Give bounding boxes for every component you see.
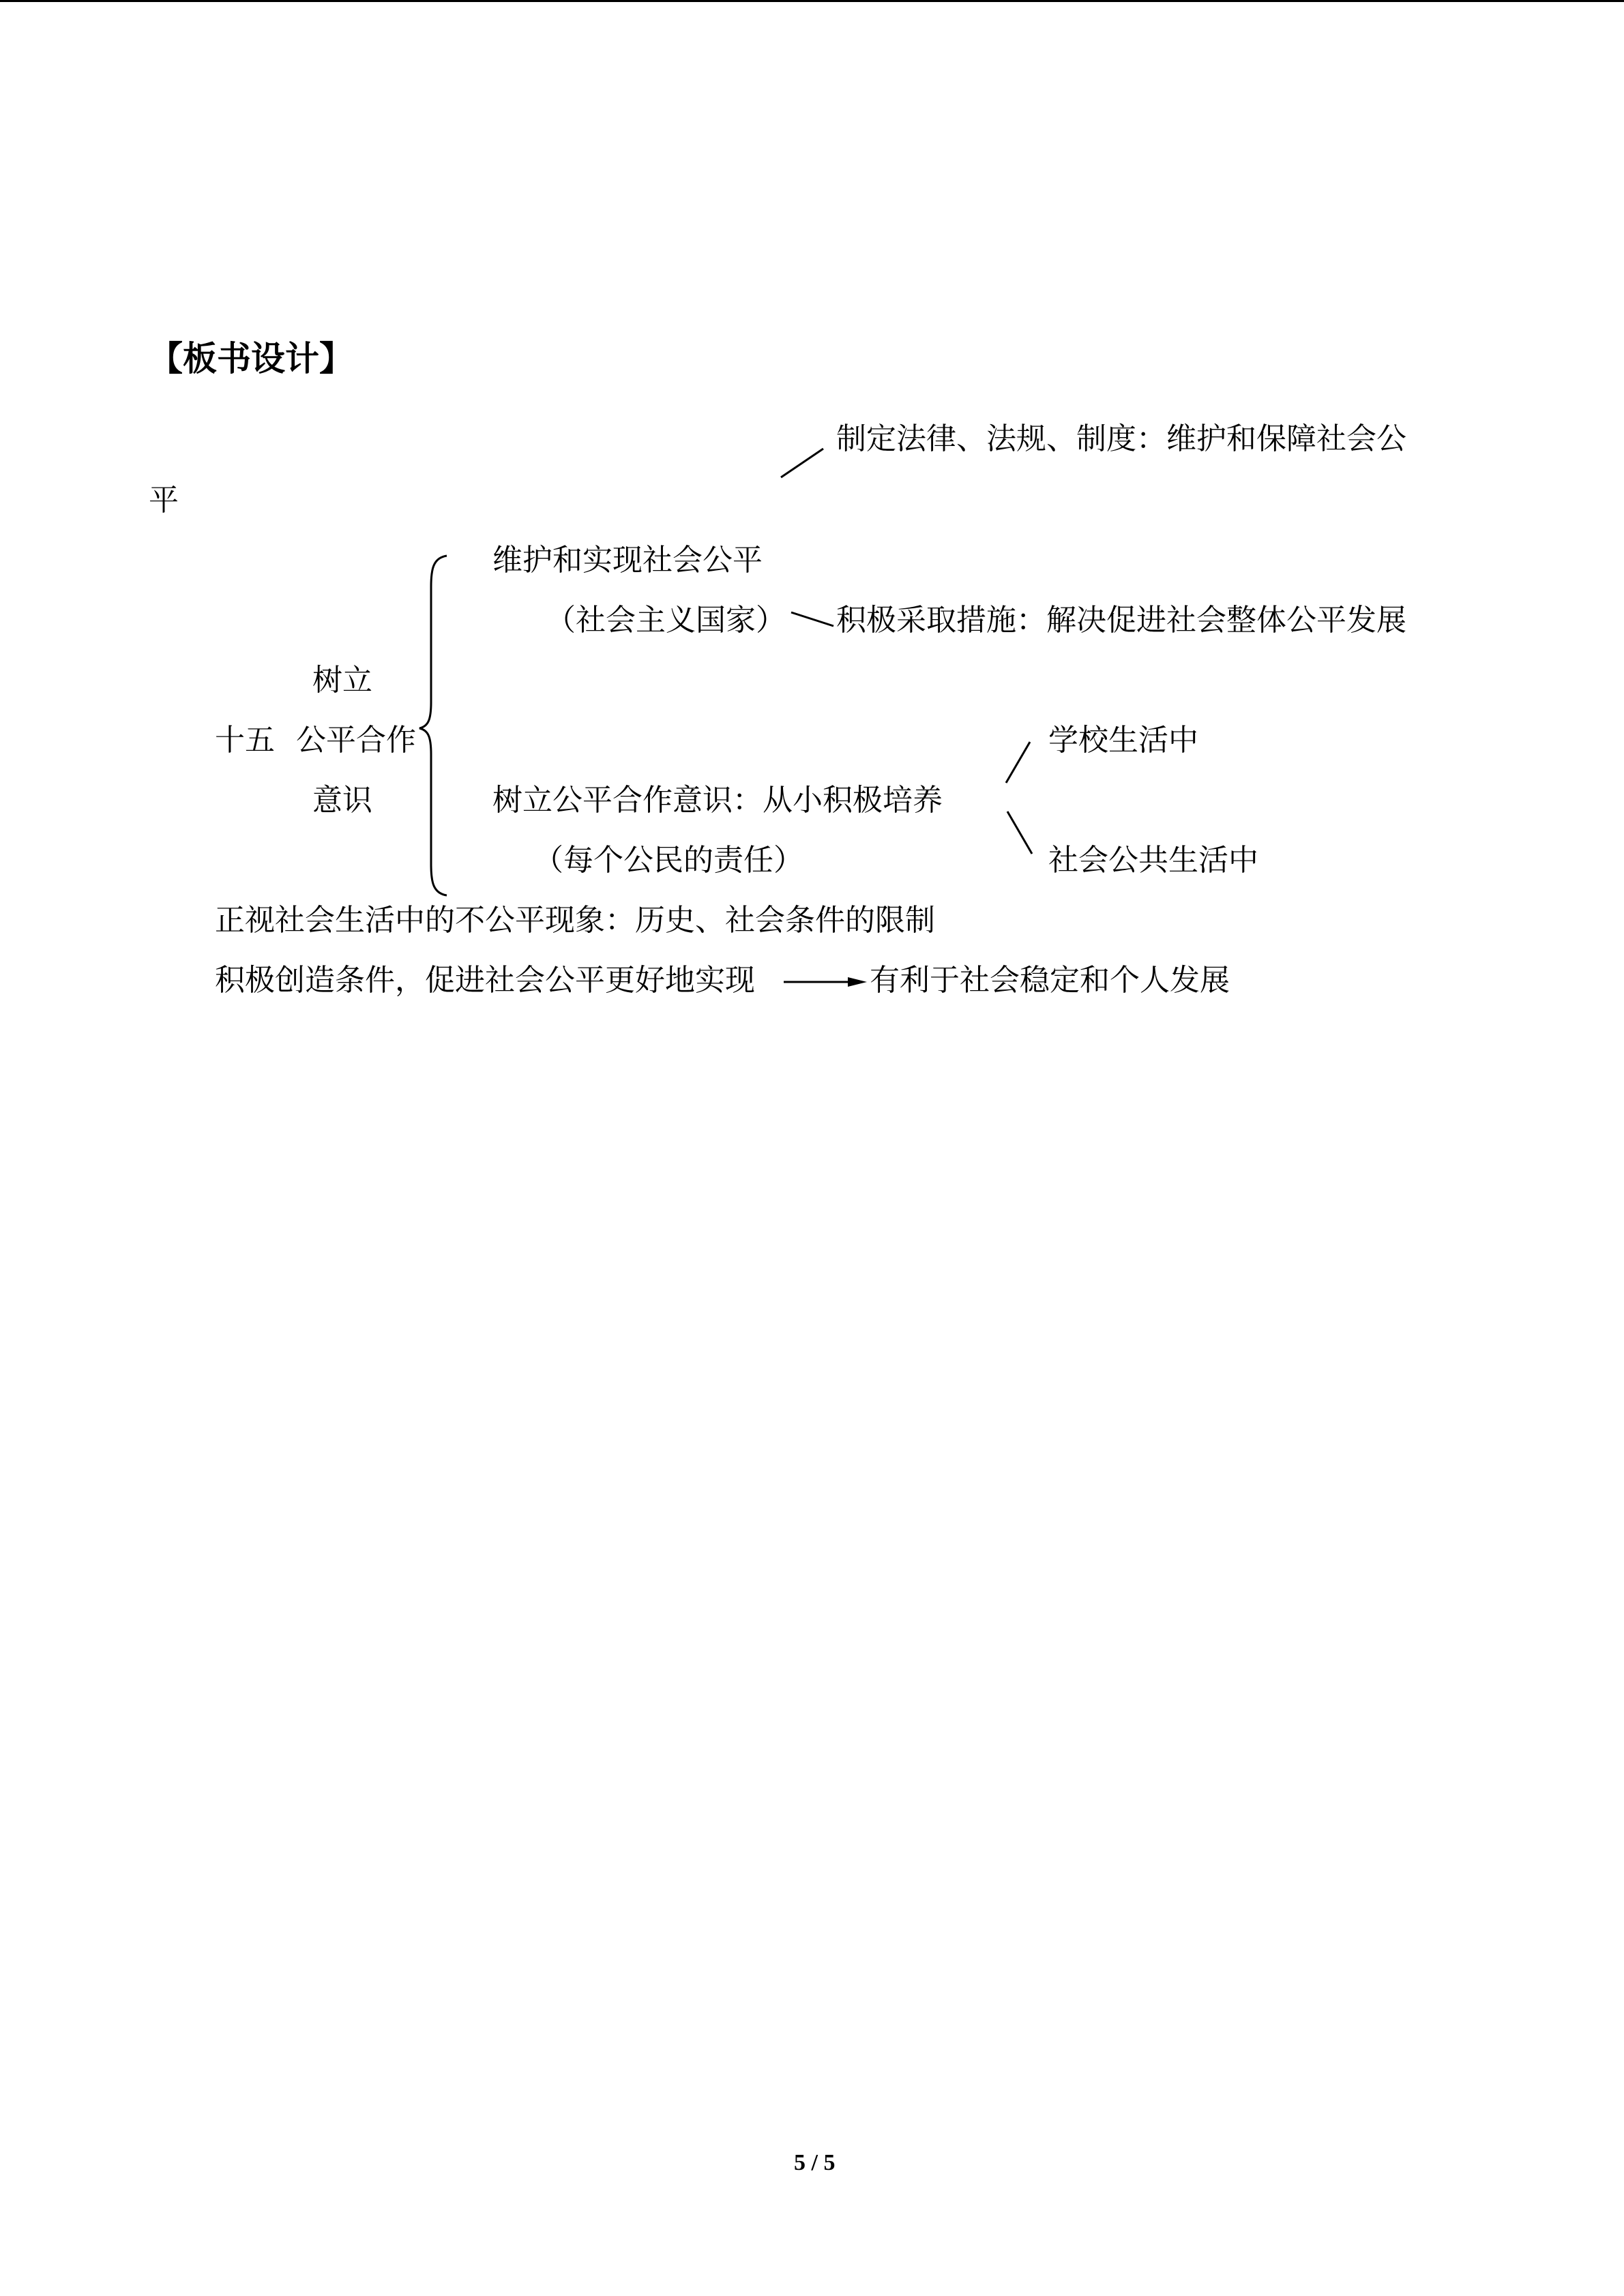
center-line-2: 公平合作 — [296, 723, 416, 758]
connector-school — [1006, 742, 1030, 783]
page-top-border — [0, 0, 1624, 2]
curly-brace — [419, 556, 447, 895]
upper-subtitle: （社会主义国家） — [546, 603, 786, 638]
bottom-line-2-pre: 积极创造条件，促进社会公平更好地实现 — [215, 963, 755, 998]
center-line-1: 树立 — [312, 663, 372, 698]
upper-title: 维护和实现社会公平 — [492, 543, 763, 578]
upper-branch: 积极采取措施：解决促进社会整体公平发展 — [836, 603, 1406, 638]
lower-branch-school: 学校生活中 — [1048, 723, 1198, 758]
lower-title: 树立公平合作意识：从小积极培养 — [492, 783, 943, 818]
connector-upper-branch — [791, 612, 833, 626]
arrow-icon — [781, 966, 870, 998]
section-heading: 【板书设计】 — [149, 338, 353, 378]
bottom-line-2-post: 有利于社会稳定和个人发展 — [870, 963, 1230, 998]
top-branch-wrap: 平 — [149, 483, 179, 518]
connector-public — [1007, 811, 1032, 854]
top-branch-text: 制定法律、法规、制度：维护和保障社会公 — [836, 421, 1406, 456]
connector-top-diagonal — [781, 449, 823, 477]
lower-subtitle: （每个公民的责任） — [533, 843, 803, 878]
center-number: 十五 — [215, 723, 275, 758]
bottom-line-1: 正视社会生活中的不公平现象：历史、社会条件的限制 — [215, 903, 935, 938]
lower-branch-public: 社会公共生活中 — [1048, 843, 1258, 878]
page-number: 5 / 5 — [794, 2150, 836, 2175]
center-line-3: 意识 — [312, 783, 372, 818]
